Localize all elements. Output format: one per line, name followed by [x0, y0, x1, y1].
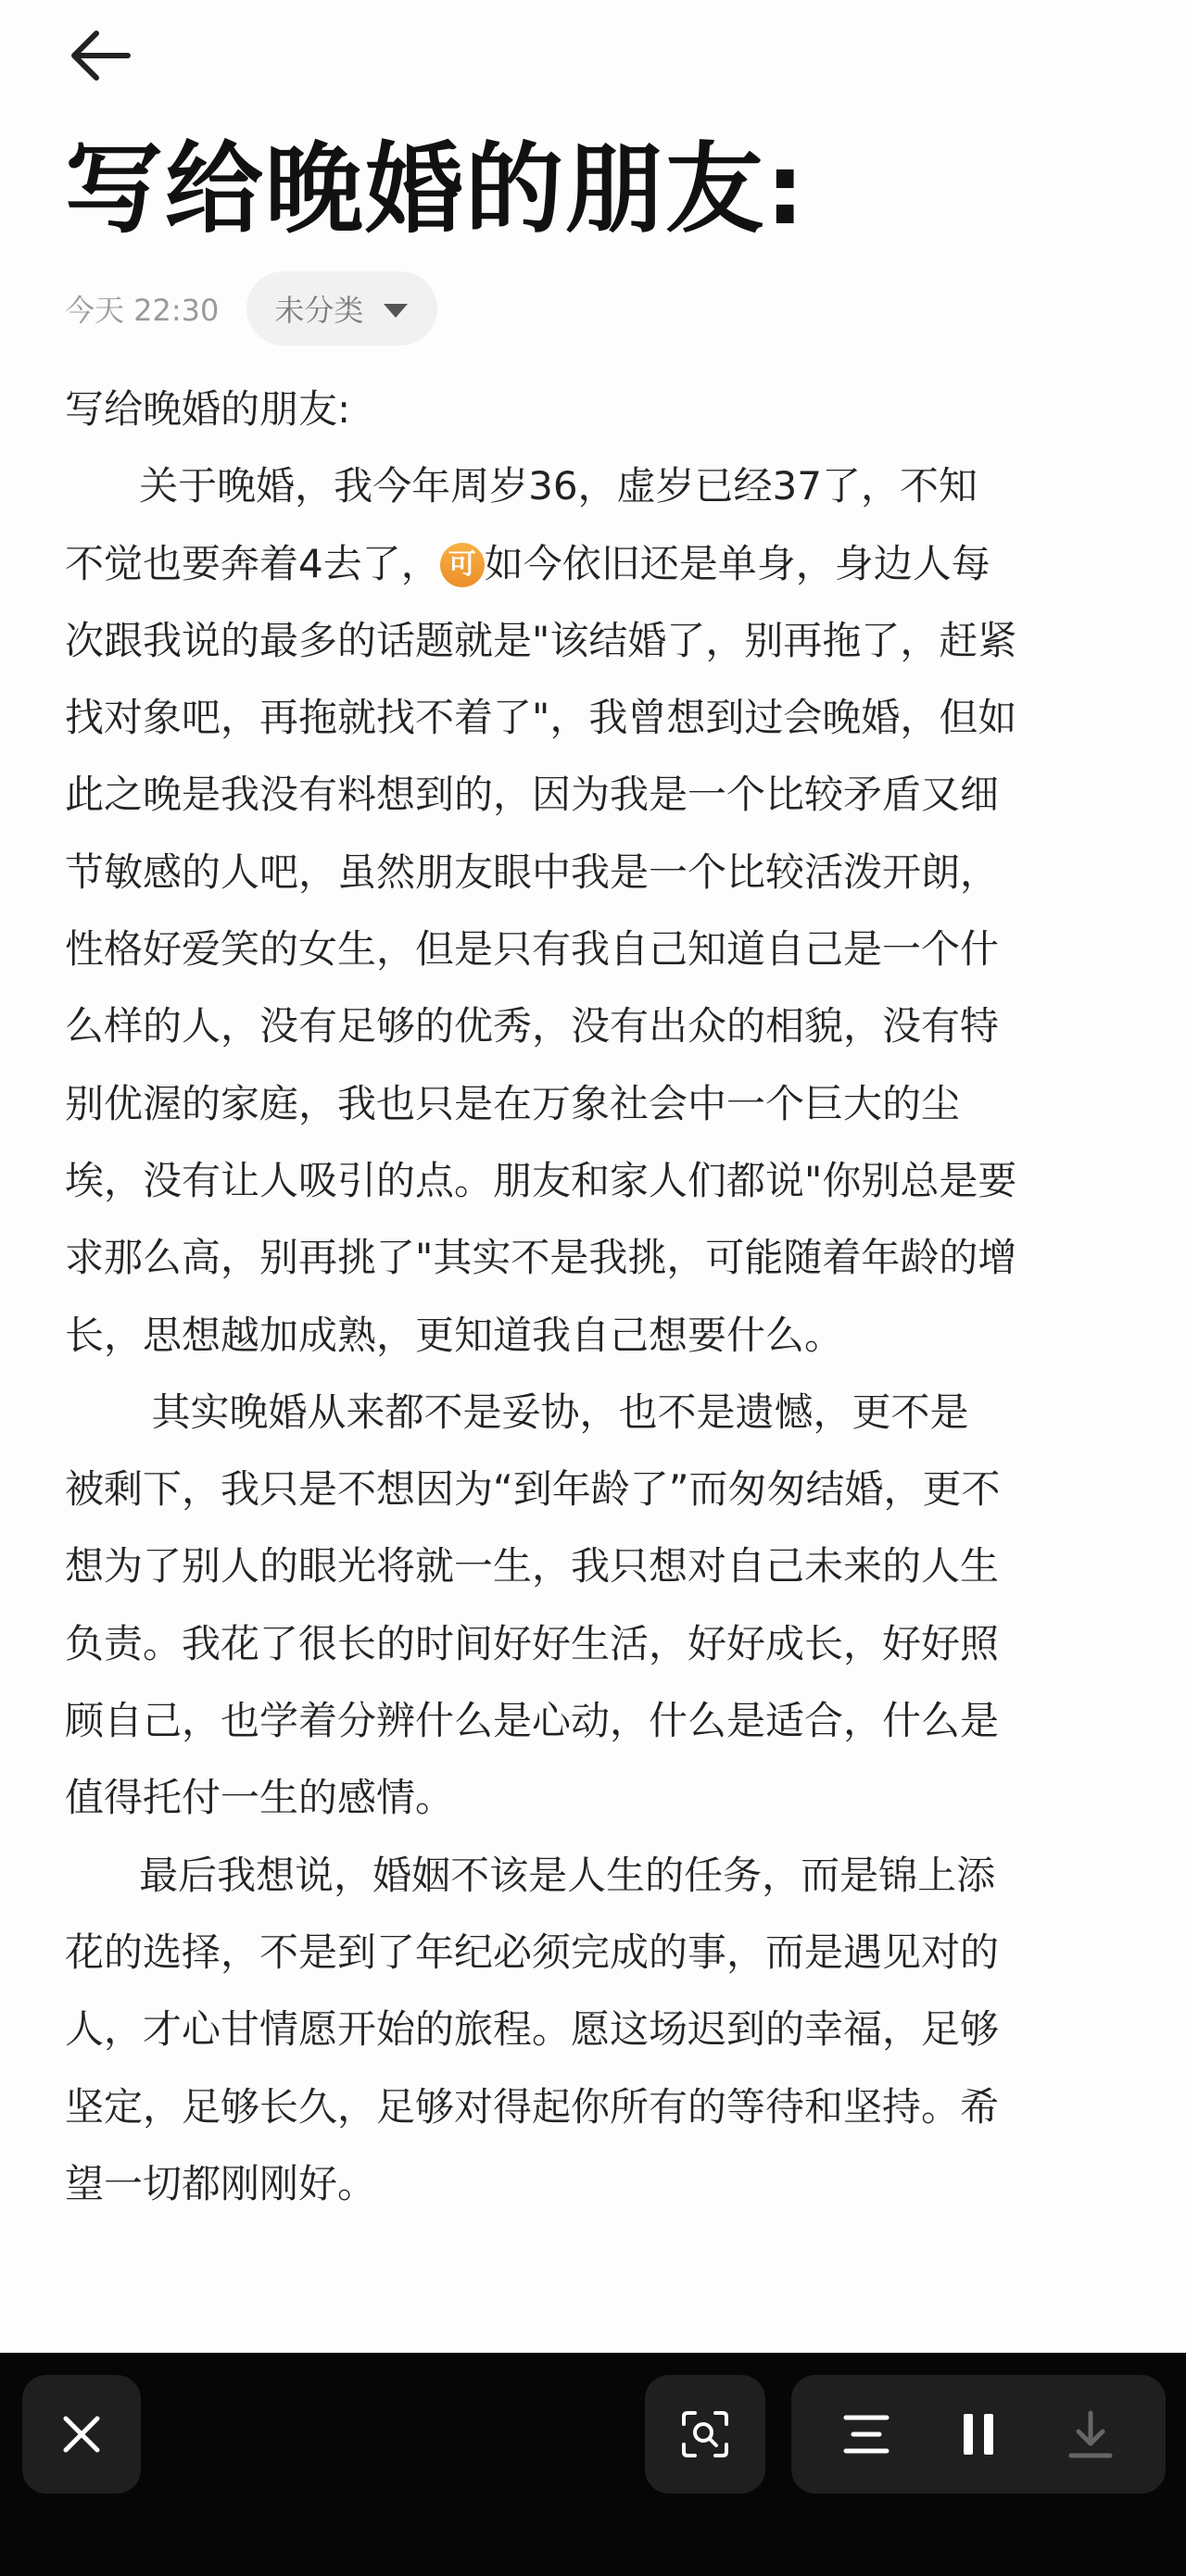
- body-line: 此之晚是我没有料想到的，因为我是一个比较矛盾又细: [65, 772, 1000, 818]
- body-line: 求那么高，别再挑了"其实不是我挑，可能随着年龄的增: [65, 1235, 1017, 1281]
- screenshot-scan-icon: [680, 2409, 730, 2459]
- pause-button[interactable]: [937, 2388, 1020, 2481]
- body-line: 值得托付一生的感情。: [65, 1775, 455, 1821]
- body-line: 别优渥的家庭，我也只是在万象社会中一个巨大的尘: [65, 1080, 961, 1126]
- body-line: 找对象吧，再拖就找不着了"，我曾想到过会晚婚，但如: [65, 695, 1017, 741]
- close-icon: [58, 2411, 105, 2457]
- body-line: 望一切都刚刚好。: [65, 2160, 377, 2206]
- body-line: [65, 525, 1130, 602]
- close-button[interactable]: [22, 2375, 141, 2494]
- body-line: 节敏感的人吧，虽然朋友眼中我是一个比较活泼开朗，: [65, 848, 1000, 895]
- body-line: 人，才心甘情愿开始的旅程。愿这场迟到的幸福，足够: [65, 2006, 1000, 2053]
- body-line: 其实晚婚从来都不是妥协，也不是遗憾，更不是: [65, 1389, 969, 1435]
- body-line: 最后我想说，婚姻不该是人生的任务，而是锦上添: [65, 1852, 996, 1898]
- body-line: 写给晚婚的朋友:: [65, 386, 351, 432]
- category-dropdown[interactable]: [246, 271, 437, 346]
- body-line: 被剩下，我只是不想因为“到年龄了”而匆匆结婚，更不: [65, 1466, 1001, 1513]
- body-line: 想为了别人的眼光将就一生，我只想对自己未来的人生: [65, 1543, 1000, 1590]
- body-line: 性格好爱笑的女生，但是只有我自己知道自己是一个什: [65, 926, 1000, 973]
- screenshot-scan-button[interactable]: [645, 2375, 765, 2494]
- note-timestamp: 今天 22:30: [65, 293, 220, 328]
- note-body[interactable]: [65, 371, 1130, 2222]
- text-list-icon: [842, 2413, 890, 2456]
- body-line: 么样的人，没有足够的优秀，没有出众的相貌，没有特: [65, 1003, 1000, 1049]
- body-line: 坚定，足够长久，足够对得起你所有的等待和坚持。希: [65, 2083, 1000, 2130]
- pause-icon: [960, 2412, 997, 2457]
- body-line: 负责。我花了很长的时间好好生活，好好成长，好好照: [65, 1620, 1000, 1666]
- bottom-toolbar: [0, 2353, 1186, 2576]
- download-icon: [1067, 2409, 1114, 2459]
- body-line: 次跟我说的最多的话题就是"该结婚了，别再拖了，赶紧: [65, 617, 1017, 663]
- download-button[interactable]: [1049, 2388, 1132, 2481]
- arrow-left-icon: [63, 17, 141, 94]
- body-line: 顾自己，也学着分辨什么是心动，什么是适合，什么是: [65, 1698, 1000, 1744]
- emoji-icon: 可: [440, 543, 485, 587]
- note-title: 写给晚婚的朋友:: [65, 132, 807, 246]
- body-line: 长，思想越加成熟，更知道我自己想要什么。: [65, 1312, 844, 1358]
- body-line: 埃，没有让人吸引的点。朋友和家人们都说"你别总是要: [65, 1157, 1017, 1203]
- text-list-button[interactable]: [825, 2388, 908, 2481]
- body-line: 关于晚婚，我今年周岁36，虚岁已经37了，不知: [65, 463, 978, 509]
- caret-down-icon: [384, 304, 408, 318]
- category-label: 未分类: [274, 293, 364, 328]
- body-line-segment: 如今依旧还是单身，身边人每: [484, 540, 990, 586]
- body-line: 花的选择，不是到了年纪必须完成的事，而是遇见对的: [65, 1929, 1000, 1975]
- reader-controls: [791, 2375, 1166, 2494]
- note-meta: [65, 269, 437, 348]
- back-button[interactable]: [56, 9, 148, 102]
- body-line-segment: 不觉也要奔着4去了，: [65, 540, 440, 586]
